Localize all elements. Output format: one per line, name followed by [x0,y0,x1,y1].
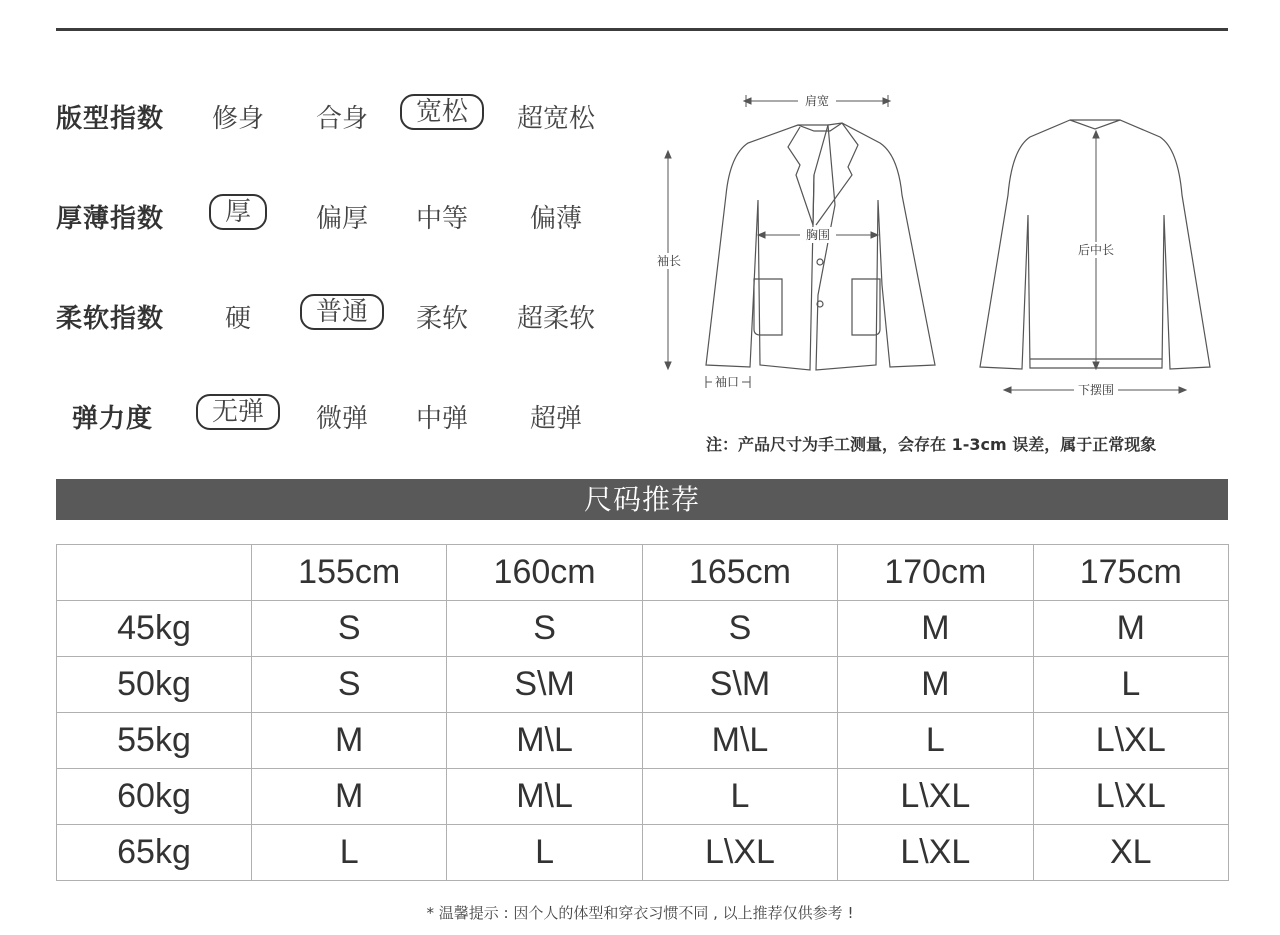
size-cell: S [642,601,837,657]
size-cell: L\XL [1033,713,1228,769]
attribute-label: 版型指数 [56,104,165,134]
attribute-option: 超弹 [530,404,583,434]
size-cell: M [252,713,447,769]
attribute-label: 厚薄指数 [56,204,165,234]
size-cell: L [447,825,642,881]
attribute-option: 中等 [416,204,469,234]
attribute-option-selected: 厚 [209,194,267,230]
garment-measurement-diagram [650,85,1230,405]
attribute-row [56,292,616,332]
table-row [57,601,1229,657]
size-cell: M [1033,601,1228,657]
sleeve-label: 袖长 [656,254,682,268]
cuff-label: 袖口 [714,375,740,389]
size-cell: L\XL [838,769,1033,825]
tip-text: * 温馨提示 : 因个人的体型和穿衣习惯不同 , 以上推荐仅供参考 ! [426,904,854,922]
height-header: 165cm [642,545,837,601]
size-cell: L [838,713,1033,769]
size-cell: L [642,769,837,825]
measurement-note: 注：产品尺寸为手工测量，会存在 1-3cm 误差，属于正常现象 [706,435,1157,454]
attribute-option: 中弹 [416,404,469,434]
size-cell: M\L [642,713,837,769]
attribute-option-selected: 普通 [300,294,384,330]
table-header-row [57,545,1229,601]
size-recommendation-table [56,544,1229,881]
size-cell: L\XL [642,825,837,881]
attribute-row [56,192,616,232]
attribute-option-selected: 宽松 [400,94,484,130]
hem-label: 下摆围 [1077,383,1115,397]
weight-cell: 45kg [57,601,252,657]
attribute-row [56,92,616,132]
size-cell: S [447,601,642,657]
height-header: 170cm [838,545,1033,601]
table-row [57,713,1229,769]
attribute-option: 超宽松 [517,104,596,134]
height-header: 155cm [252,545,447,601]
attribute-option: 偏薄 [530,204,583,234]
front-jacket-outline [706,125,831,370]
table-corner-cell [57,545,252,601]
size-cell: M [838,657,1033,713]
size-cell: S\M [642,657,837,713]
table-row [57,825,1229,881]
height-header: 175cm [1033,545,1228,601]
size-cell: L [1033,657,1228,713]
weight-cell: 65kg [57,825,252,881]
back-length-label: 后中长 [1077,243,1115,257]
size-cell: S [252,657,447,713]
size-cell: M [252,769,447,825]
attribute-row [56,392,616,432]
top-divider [56,28,1228,31]
weight-cell: 60kg [57,769,252,825]
section-title: 尺码推荐 [56,479,1228,520]
table-row [57,657,1229,713]
size-cell: XL [1033,825,1228,881]
attribute-option: 合身 [316,104,369,134]
weight-cell: 55kg [57,713,252,769]
attribute-label: 弹力度 [72,404,154,434]
height-header: 160cm [447,545,642,601]
attribute-option: 超柔软 [517,304,596,334]
attribute-option: 微弹 [316,404,369,434]
weight-cell: 50kg [57,657,252,713]
attribute-option: 柔软 [416,304,469,334]
attribute-label: 柔软指数 [56,304,165,334]
size-cell: S\M [447,657,642,713]
size-cell: L\XL [1033,769,1228,825]
attribute-option: 偏厚 [316,204,369,234]
size-cell: S [252,601,447,657]
chest-label: 胸围 [805,228,831,242]
size-cell: M [838,601,1033,657]
table-row [57,769,1229,825]
size-cell: M\L [447,713,642,769]
attribute-option: 修身 [212,104,265,134]
size-cell: M\L [447,769,642,825]
attribute-option: 硬 [225,304,252,334]
shoulder-label: 肩宽 [804,94,830,108]
size-cell: L [252,825,447,881]
size-cell: L\XL [838,825,1033,881]
attribute-option-selected: 无弹 [196,394,280,430]
